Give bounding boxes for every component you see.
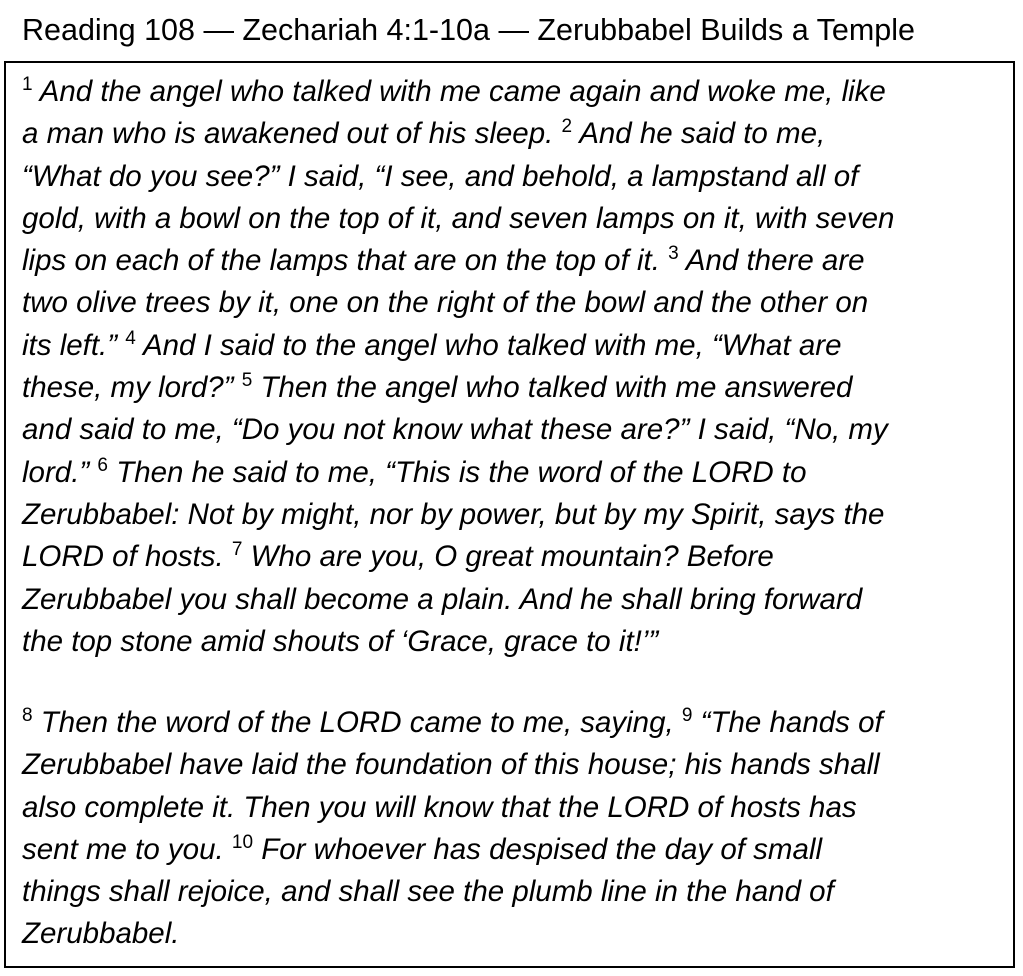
verse-text: the top stone amid shouts of ‘Grace, grace to it!’” xyxy=(22,624,659,658)
verse-number: 3 xyxy=(668,243,679,265)
verse-number: 2 xyxy=(561,116,573,138)
verse-text: Then the angel who talked with me answered xyxy=(252,371,853,405)
verse-number: 6 xyxy=(97,454,108,476)
text-line xyxy=(22,871,1012,913)
text-line xyxy=(22,621,1012,663)
verse-text: Then the word of the LORD came to me, saying, xyxy=(32,706,682,739)
text-line xyxy=(22,325,1012,367)
verse-number: 7 xyxy=(231,539,243,561)
verse-text: its left.” xyxy=(22,328,126,362)
text-line xyxy=(22,71,1012,113)
verse-number: 10 xyxy=(231,831,254,853)
text-line xyxy=(22,536,1012,578)
verse-text: Zerubbabel: Not by might, nor by power, but by my Spirit, says the xyxy=(22,497,885,531)
text-line xyxy=(22,494,1012,536)
verse-text: And the angel who talked with me came again and woke me, like xyxy=(32,75,886,108)
verse-text: things shall rejoice, and shall see the plumb line in the hand of xyxy=(22,875,834,909)
text-line xyxy=(22,282,1012,324)
text-line xyxy=(22,198,1012,240)
verse-number: 9 xyxy=(681,705,693,726)
verse-text: Who are you, O great mountain? Before xyxy=(242,540,774,574)
verse-text: And he said to me, xyxy=(572,117,826,151)
verse-text: Zerubbabel have laid the foundation of this house; his hands shall xyxy=(22,748,880,782)
verse-text: lord.” xyxy=(22,455,98,489)
text-line xyxy=(22,452,1012,494)
verse-text: And I said to the angel who talked with me, “What are xyxy=(135,328,842,362)
text-line xyxy=(22,913,1012,955)
verse-text: LORD of hosts. xyxy=(22,540,232,574)
verse-text: Zerubbabel you shall become a plain. And he shall bring forward xyxy=(22,582,863,616)
verse-text: also complete it. Then you will know that the LORD of hosts has xyxy=(22,790,857,824)
verse-text: Zerubbabel. xyxy=(22,917,180,951)
text-line xyxy=(22,156,1012,198)
text-line xyxy=(22,744,1012,786)
text-line xyxy=(22,579,1012,621)
text-line xyxy=(22,829,1012,871)
verse-text: and said to me, “Do you not know what these are?” I said, “No, my xyxy=(22,413,888,447)
verse-text: a man who is awakened out of his sleep. xyxy=(22,117,562,151)
paragraph xyxy=(22,702,1012,956)
text-line xyxy=(22,113,1012,155)
verse-text: these, my lord?” xyxy=(22,371,242,405)
text-line xyxy=(22,367,1012,409)
paragraph xyxy=(22,71,1012,663)
verse-text: Then he said to me, “This is the word of the LORD to xyxy=(108,455,807,489)
text-line xyxy=(22,409,1012,451)
text-line xyxy=(22,702,1012,744)
verse-number: 8 xyxy=(22,705,33,726)
page-title: Reading 108 — Zechariah 4:1-10a — Zerubbabel Builds a Temple xyxy=(22,13,915,47)
verse-text: “The hands of xyxy=(692,706,883,739)
verse-text: “What do you see?” I said, “I see, and behold, a lampstand all of xyxy=(22,159,859,193)
verse-number: 1 xyxy=(22,74,33,95)
verse-text: gold, with a bowl on the top of it, and seven lamps on it, with seven xyxy=(22,201,895,235)
verse-text: sent me to you. xyxy=(22,832,232,866)
verse-text: lips on each of the lamps that are on the top of it. xyxy=(22,244,669,278)
scripture-text-box xyxy=(4,61,1015,968)
verse-text: two olive trees by it, one on the right of the bowl and the other on xyxy=(22,286,869,320)
verse-number: 4 xyxy=(125,327,136,349)
verse-number: 5 xyxy=(241,370,253,392)
verse-text: And there are xyxy=(678,244,865,278)
text-line xyxy=(22,787,1012,829)
verse-text: For whoever has despised the day of small xyxy=(253,832,823,866)
text-line xyxy=(22,240,1012,282)
